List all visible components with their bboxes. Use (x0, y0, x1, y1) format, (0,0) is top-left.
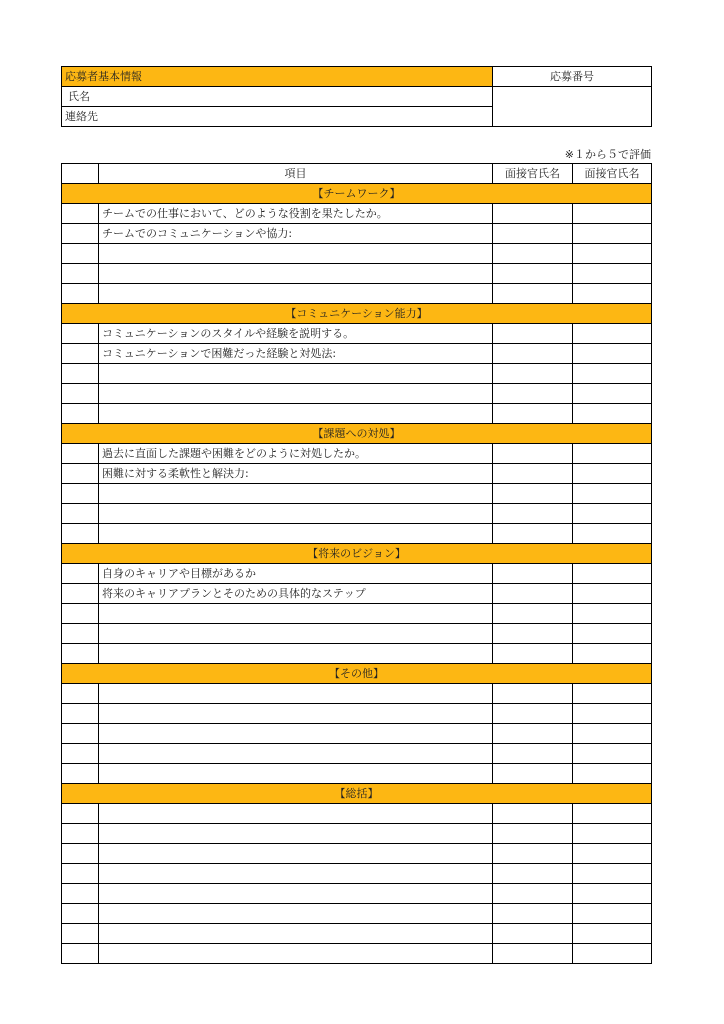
interviewer2-score-cell[interactable] (573, 844, 652, 864)
evaluation-row (62, 844, 652, 864)
interviewer1-score-cell[interactable] (493, 264, 573, 284)
row-index-cell[interactable] (62, 804, 99, 824)
row-index-cell[interactable] (62, 324, 99, 344)
item-cell[interactable]: 困難に対する柔軟性と解決力: (99, 464, 493, 484)
evaluation-row (62, 724, 652, 744)
section-header-row (62, 424, 652, 444)
evaluation-row (62, 764, 652, 784)
item-cell[interactable] (99, 644, 493, 664)
item-cell[interactable] (99, 284, 493, 304)
section-title: 【課題への対処】 (62, 424, 652, 444)
evaluation-row (62, 244, 652, 264)
evaluation-row (62, 604, 652, 624)
item-cell[interactable] (99, 704, 493, 724)
row-index-cell[interactable] (62, 864, 99, 884)
item-cell[interactable] (99, 904, 493, 924)
item-cell[interactable] (99, 804, 493, 824)
interviewer2-score-cell[interactable] (573, 924, 652, 944)
row-index-cell[interactable] (62, 824, 99, 844)
evaluation-row (62, 864, 652, 884)
interviewer2-score-cell[interactable] (573, 244, 652, 264)
interviewer1-score-cell[interactable] (493, 644, 573, 664)
interviewer1-score-cell[interactable] (493, 704, 573, 724)
interviewer1-score-cell[interactable] (493, 384, 573, 404)
item-cell[interactable]: チームでのコミュニケーションや協力: (99, 224, 493, 244)
item-cell[interactable] (99, 924, 493, 944)
evaluation-row (62, 684, 652, 704)
row-index-cell[interactable] (62, 264, 99, 284)
item-cell[interactable] (99, 264, 493, 284)
section-header-row (62, 784, 652, 804)
index-header-cell (62, 164, 99, 184)
interviewer1-score-cell[interactable] (493, 684, 573, 704)
application-number-label: 応募番号 (493, 67, 652, 87)
interviewer1-score-cell[interactable] (493, 404, 573, 424)
section-header-row (62, 184, 652, 204)
section-header-row (62, 664, 652, 684)
row-index-cell[interactable] (62, 724, 99, 744)
evaluation-row (62, 204, 652, 224)
interviewer2-score-cell[interactable] (573, 604, 652, 624)
item-cell[interactable] (99, 484, 493, 504)
evaluation-row (62, 824, 652, 844)
item-cell[interactable] (99, 764, 493, 784)
item-cell[interactable]: 自身のキャリアや目標があるか (99, 564, 493, 584)
row-index-cell[interactable] (62, 684, 99, 704)
interviewer1-score-cell[interactable] (493, 844, 573, 864)
interviewer2-score-cell[interactable] (573, 504, 652, 524)
evaluation-row (62, 484, 652, 504)
interviewer2-score-cell[interactable] (573, 464, 652, 484)
item-cell[interactable] (99, 724, 493, 744)
interviewer2-score-cell[interactable] (573, 384, 652, 404)
item-cell[interactable] (99, 364, 493, 384)
row-index-cell[interactable] (62, 624, 99, 644)
item-cell[interactable] (99, 884, 493, 904)
item-cell[interactable] (99, 864, 493, 884)
evaluation-row (62, 344, 652, 364)
row-index-cell[interactable] (62, 844, 99, 864)
item-cell[interactable] (99, 604, 493, 624)
interviewer1-score-cell[interactable] (493, 504, 573, 524)
evaluation-row (62, 224, 652, 244)
row-index-cell[interactable] (62, 704, 99, 724)
interviewer2-score-cell[interactable] (573, 684, 652, 704)
interviewer2-score-cell[interactable] (573, 624, 652, 644)
interviewer2-score-cell[interactable] (573, 344, 652, 364)
evaluation-row (62, 324, 652, 344)
applicant-info-table (61, 66, 652, 127)
evaluation-row (62, 364, 652, 384)
evaluation-row (62, 704, 652, 724)
interviewer2-score-cell[interactable] (573, 944, 652, 964)
item-cell[interactable]: チームでの仕事において、どのような役割を果たしたか。 (99, 204, 493, 224)
interviewer2-score-cell[interactable] (573, 364, 652, 384)
interviewer1-score-cell[interactable] (493, 744, 573, 764)
row-index-cell[interactable] (62, 604, 99, 624)
evaluation-table (61, 163, 652, 964)
item-cell[interactable]: コミュニケーションで困難だった経験と対処法: (99, 344, 493, 364)
evaluation-row (62, 644, 652, 664)
item-cell[interactable] (99, 624, 493, 644)
interviewer1-score-cell[interactable] (493, 624, 573, 644)
interviewer2-score-cell[interactable] (573, 584, 652, 604)
interviewer1-score-cell[interactable] (493, 324, 573, 344)
evaluation-row (62, 744, 652, 764)
row-index-cell[interactable] (62, 744, 99, 764)
evaluation-row (62, 804, 652, 824)
interviewer1-score-cell[interactable] (493, 764, 573, 784)
row-index-cell[interactable] (62, 764, 99, 784)
item-cell[interactable]: コミュニケーションのスタイルや経験を説明する。 (99, 324, 493, 344)
interviewer1-score-cell[interactable] (493, 824, 573, 844)
section-header-row (62, 544, 652, 564)
item-cell[interactable] (99, 944, 493, 964)
evaluation-row (62, 564, 652, 584)
application-number-field[interactable] (493, 87, 652, 127)
interviewer2-score-cell[interactable] (573, 884, 652, 904)
interviewer2-score-cell[interactable] (573, 284, 652, 304)
interviewer2-score-cell[interactable] (573, 204, 652, 224)
interviewer1-score-cell[interactable] (493, 604, 573, 624)
interviewer2-score-cell[interactable] (573, 564, 652, 584)
evaluation-row (62, 584, 652, 604)
interviewer2-score-cell[interactable] (573, 264, 652, 284)
row-index-cell[interactable] (62, 404, 99, 424)
evaluation-row (62, 944, 652, 964)
row-index-cell[interactable] (62, 344, 99, 364)
row-index-cell[interactable] (62, 584, 99, 604)
interviewer2-score-cell[interactable] (573, 524, 652, 544)
item-cell[interactable] (99, 504, 493, 524)
row-index-cell[interactable] (62, 904, 99, 924)
item-cell[interactable]: 過去に直面した課題や困難をどのように対処したか。 (99, 444, 493, 464)
item-cell[interactable] (99, 844, 493, 864)
row-index-cell[interactable] (62, 564, 99, 584)
interviewer1-score-cell[interactable] (493, 284, 573, 304)
interviewer1-score-cell[interactable] (493, 944, 573, 964)
evaluation-row (62, 284, 652, 304)
interviewer2-score-cell[interactable] (573, 824, 652, 844)
interviewer1-score-cell[interactable] (493, 204, 573, 224)
interviewer2-score-cell[interactable] (573, 804, 652, 824)
evaluation-row (62, 524, 652, 544)
evaluation-row (62, 444, 652, 464)
interviewer2-score-cell[interactable] (573, 644, 652, 664)
interviewer2-score-cell[interactable] (573, 864, 652, 884)
evaluation-row (62, 384, 652, 404)
evaluation-row (62, 924, 652, 944)
row-index-cell[interactable] (62, 244, 99, 264)
row-index-cell[interactable] (62, 284, 99, 304)
interviewer1-score-cell[interactable] (493, 584, 573, 604)
item-column-header: 項目 (99, 164, 493, 184)
row-index-cell[interactable] (62, 924, 99, 944)
section-title: 【その他】 (62, 664, 652, 684)
row-index-cell[interactable] (62, 504, 99, 524)
row-index-cell[interactable] (62, 464, 99, 484)
interviewer1-score-cell[interactable] (493, 524, 573, 544)
evaluation-row (62, 904, 652, 924)
interviewer2-score-cell[interactable] (573, 324, 652, 344)
interviewer2-score-cell[interactable] (573, 444, 652, 464)
interviewer1-score-cell[interactable] (493, 244, 573, 264)
interviewer2-score-cell[interactable] (573, 764, 652, 784)
item-cell[interactable] (99, 524, 493, 544)
interviewer1-score-cell[interactable] (493, 364, 573, 384)
interviewer2-score-cell[interactable] (573, 484, 652, 504)
row-index-cell[interactable] (62, 484, 99, 504)
interviewer2-score-cell[interactable] (573, 904, 652, 924)
interviewer1-column-header: 面接官氏名 (493, 164, 573, 184)
contact-label[interactable]: 連絡先 (62, 107, 493, 127)
row-index-cell[interactable] (62, 204, 99, 224)
interviewer1-score-cell[interactable] (493, 564, 573, 584)
column-header-row (62, 164, 652, 184)
applicant-info-header: 応募者基本情報 (62, 67, 493, 87)
evaluation-row (62, 464, 652, 484)
evaluation-row (62, 624, 652, 644)
evaluation-row (62, 264, 652, 284)
row-index-cell[interactable] (62, 444, 99, 464)
interviewer1-score-cell[interactable] (493, 724, 573, 744)
row-index-cell[interactable] (62, 524, 99, 544)
row-index-cell[interactable] (62, 224, 99, 244)
interviewer2-score-cell[interactable] (573, 704, 652, 724)
evaluation-row (62, 404, 652, 424)
interviewer1-score-cell[interactable] (493, 484, 573, 504)
interviewer1-score-cell[interactable] (493, 884, 573, 904)
name-label[interactable]: 氏名 (62, 87, 493, 107)
interviewer1-score-cell[interactable] (493, 464, 573, 484)
section-title: 【総括】 (62, 784, 652, 804)
item-cell[interactable] (99, 684, 493, 704)
interviewer2-score-cell[interactable] (573, 404, 652, 424)
interviewer1-score-cell[interactable] (493, 924, 573, 944)
interviewer2-score-cell[interactable] (573, 744, 652, 764)
item-cell[interactable] (99, 404, 493, 424)
evaluation-row (62, 504, 652, 524)
item-cell[interactable] (99, 384, 493, 404)
row-index-cell[interactable] (62, 644, 99, 664)
section-title: 【将来のビジョン】 (62, 544, 652, 564)
interviewer1-score-cell[interactable] (493, 224, 573, 244)
row-index-cell[interactable] (62, 944, 99, 964)
interviewer2-score-cell[interactable] (573, 224, 652, 244)
interviewer1-score-cell[interactable] (493, 444, 573, 464)
interviewer2-column-header: 面接官氏名 (573, 164, 652, 184)
interviewer1-score-cell[interactable] (493, 804, 573, 824)
section-title: 【チームワーク】 (62, 184, 652, 204)
interviewer1-score-cell[interactable] (493, 344, 573, 364)
section-header-row (62, 304, 652, 324)
item-cell[interactable] (99, 744, 493, 764)
evaluation-row (62, 884, 652, 904)
row-index-cell[interactable] (62, 364, 99, 384)
section-title: 【コミュニケーション能力】 (62, 304, 652, 324)
item-cell[interactable]: 将来のキャリアプランとそのための具体的なステップ (99, 584, 493, 604)
row-index-cell[interactable] (62, 384, 99, 404)
item-cell[interactable] (99, 244, 493, 264)
interviewer2-score-cell[interactable] (573, 724, 652, 744)
item-cell[interactable] (99, 824, 493, 844)
interviewer1-score-cell[interactable] (493, 904, 573, 924)
row-index-cell[interactable] (62, 884, 99, 904)
interviewer1-score-cell[interactable] (493, 864, 573, 884)
rating-note: ※１から５で評価 (564, 148, 651, 161)
